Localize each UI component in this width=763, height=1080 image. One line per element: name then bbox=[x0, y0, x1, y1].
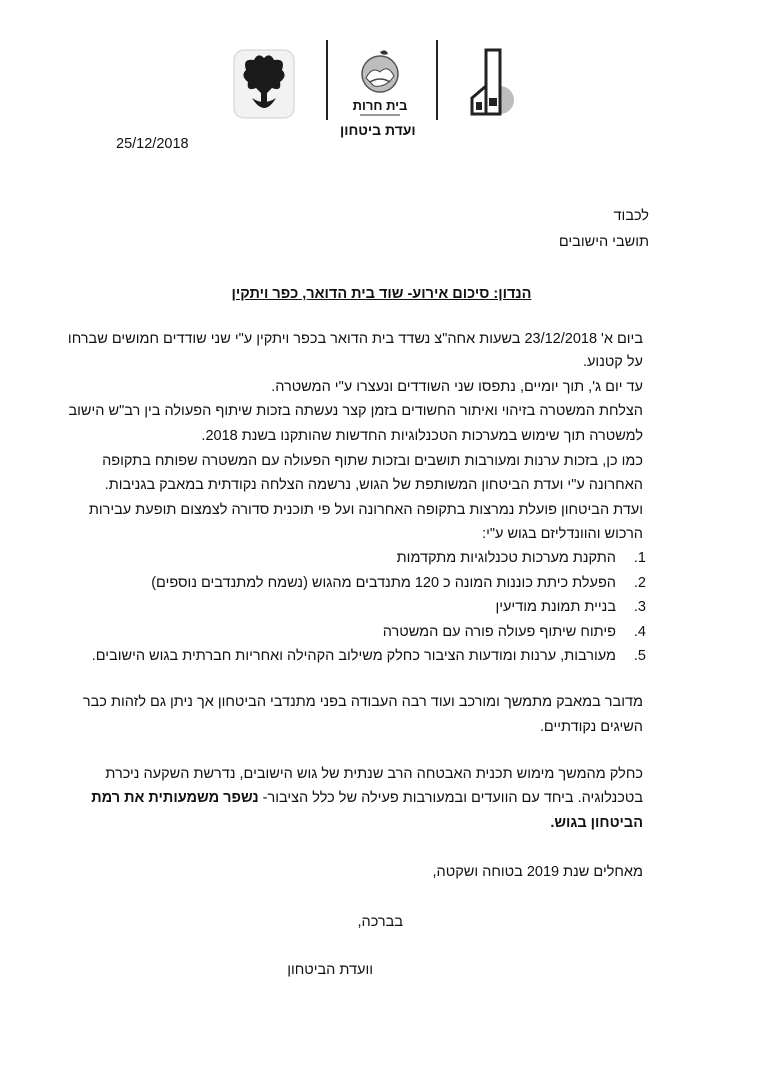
paragraph1-line: הצלחת המשטרה בזיהוי ואיתור החשודים בזמן קצר נעשתה בזכות שיתוף הפעולה בין רב"ש הישוב bbox=[68, 403, 643, 419]
paragraph2-line: מדובר במאבק מתמשך ומורכב ועוד רבה העבודה בפני מתנדבי הביטחון אך ניתן גם לזהות כבר bbox=[82, 694, 643, 710]
list-item-text: הפעלת כיתת כוננות המונה כ 120 מתנדבים מהגוש (נשמח למתנדבים נוספים) bbox=[151, 575, 616, 591]
house-logo bbox=[468, 46, 526, 118]
letter-date: 25/12/2018 bbox=[116, 136, 189, 152]
list-item-number: 3. bbox=[633, 599, 646, 615]
greeting-to: לכבוד bbox=[613, 208, 649, 224]
wishes-line: מאחלים שנת 2019 בטוחה ושקטה, bbox=[432, 864, 643, 880]
paragraph1-line: למשטרה תוך שימוש במערכות הטכנלוגיות החדשות שהותקנו בשנת 2018. bbox=[201, 428, 643, 444]
poppy-logo bbox=[232, 48, 296, 120]
municipality-logo bbox=[352, 48, 408, 120]
paragraph3-line: כחלק מהמשך מימוש תכנית האבטחה הרב שנתית של גוש הישובים, נדרשת השקעה ניכרת bbox=[105, 766, 643, 782]
municipality-logo-tagline bbox=[360, 114, 400, 116]
list-item-number: 4. bbox=[633, 624, 646, 640]
list-item-number: 2. bbox=[633, 575, 646, 591]
paragraph3-plain-text: בטכנלוגיה. ביחד עם הוועדים ובמעורבות פעילה של כלל הציבור- bbox=[258, 790, 643, 806]
paragraph2-line: השיגים נקודתיים. bbox=[539, 719, 643, 735]
paragraph1-line: כמו כן, בזכות ערנות ומעורבות תושבים ובזכות שתוף הפעולה עם המשטרה שפותח בתקופה bbox=[102, 453, 643, 469]
municipality-logo-text: בית חרות bbox=[352, 98, 408, 113]
signature-line: וועדת הביטחון bbox=[287, 962, 373, 978]
paragraph1-line: ביום א' 23/12/2018 בשעות אחה"צ נשדד בית הדואר בכפר ויתקין ע"י שני שודדים חמושים שברחו bbox=[67, 331, 643, 347]
header-divider-left bbox=[326, 40, 328, 120]
letter-subject: הנדון: סיכום אירוע- שוד בית הדואר, כפר ויתקין bbox=[231, 286, 532, 302]
list-item-text: בניית תמונת מודיעין bbox=[495, 599, 616, 615]
paragraph1-line: האחרונה ע"י ועדת הביטחון המשותפת של הגוש, נרשמה הצלחה נקודתית במאבק בגניבות. bbox=[104, 477, 643, 493]
list-item-number: 1. bbox=[633, 550, 646, 566]
list-item bbox=[151, 575, 646, 591]
paragraph3-bold-text: נשפר משמעותית את רמת bbox=[91, 790, 259, 806]
greeting-recipients: תושבי הישובים bbox=[558, 234, 649, 250]
paragraph3-bold-text: הביטחון בגוש. bbox=[550, 815, 643, 831]
list-item-number: 5. bbox=[633, 648, 646, 664]
paragraph1-line: עד יום ג', תוך יומיים, נתפסו שני השודדים ונעצרו ע"י המשטרה. bbox=[271, 379, 643, 395]
list-item bbox=[92, 648, 646, 664]
paragraph1-line: על קטנוע. bbox=[582, 354, 643, 370]
list-item-text: פיתוח שיתוף פעולה פורה עם המשטרה bbox=[382, 624, 616, 640]
closing-line: בברכה, bbox=[357, 914, 403, 930]
paragraph1-line: הרכוש והוונדליזם בגוש ע"י: bbox=[482, 526, 643, 542]
paragraph3-line bbox=[91, 790, 643, 806]
list-item-text: מעורבות, ערנות ומודעות הציבור כחלק משילוב הקהילה ואחריות חברתית בגוש הישובים. bbox=[91, 648, 616, 664]
committee-caption: ועדת ביטחון bbox=[340, 122, 416, 138]
list-item bbox=[383, 624, 646, 640]
list-item bbox=[397, 550, 646, 566]
list-item-text: התקנת מערכות טכנלוגיות מתקדמות bbox=[396, 550, 616, 566]
header-divider-right bbox=[436, 40, 438, 120]
paragraph3-line bbox=[550, 815, 643, 831]
list-item bbox=[495, 599, 646, 615]
paragraph1-line: ועדת הביטחון פועלת נמרצות בתקופה האחרונה ועל פי תוכנית סדורה לצמצום תופעת עבירות bbox=[88, 502, 643, 518]
